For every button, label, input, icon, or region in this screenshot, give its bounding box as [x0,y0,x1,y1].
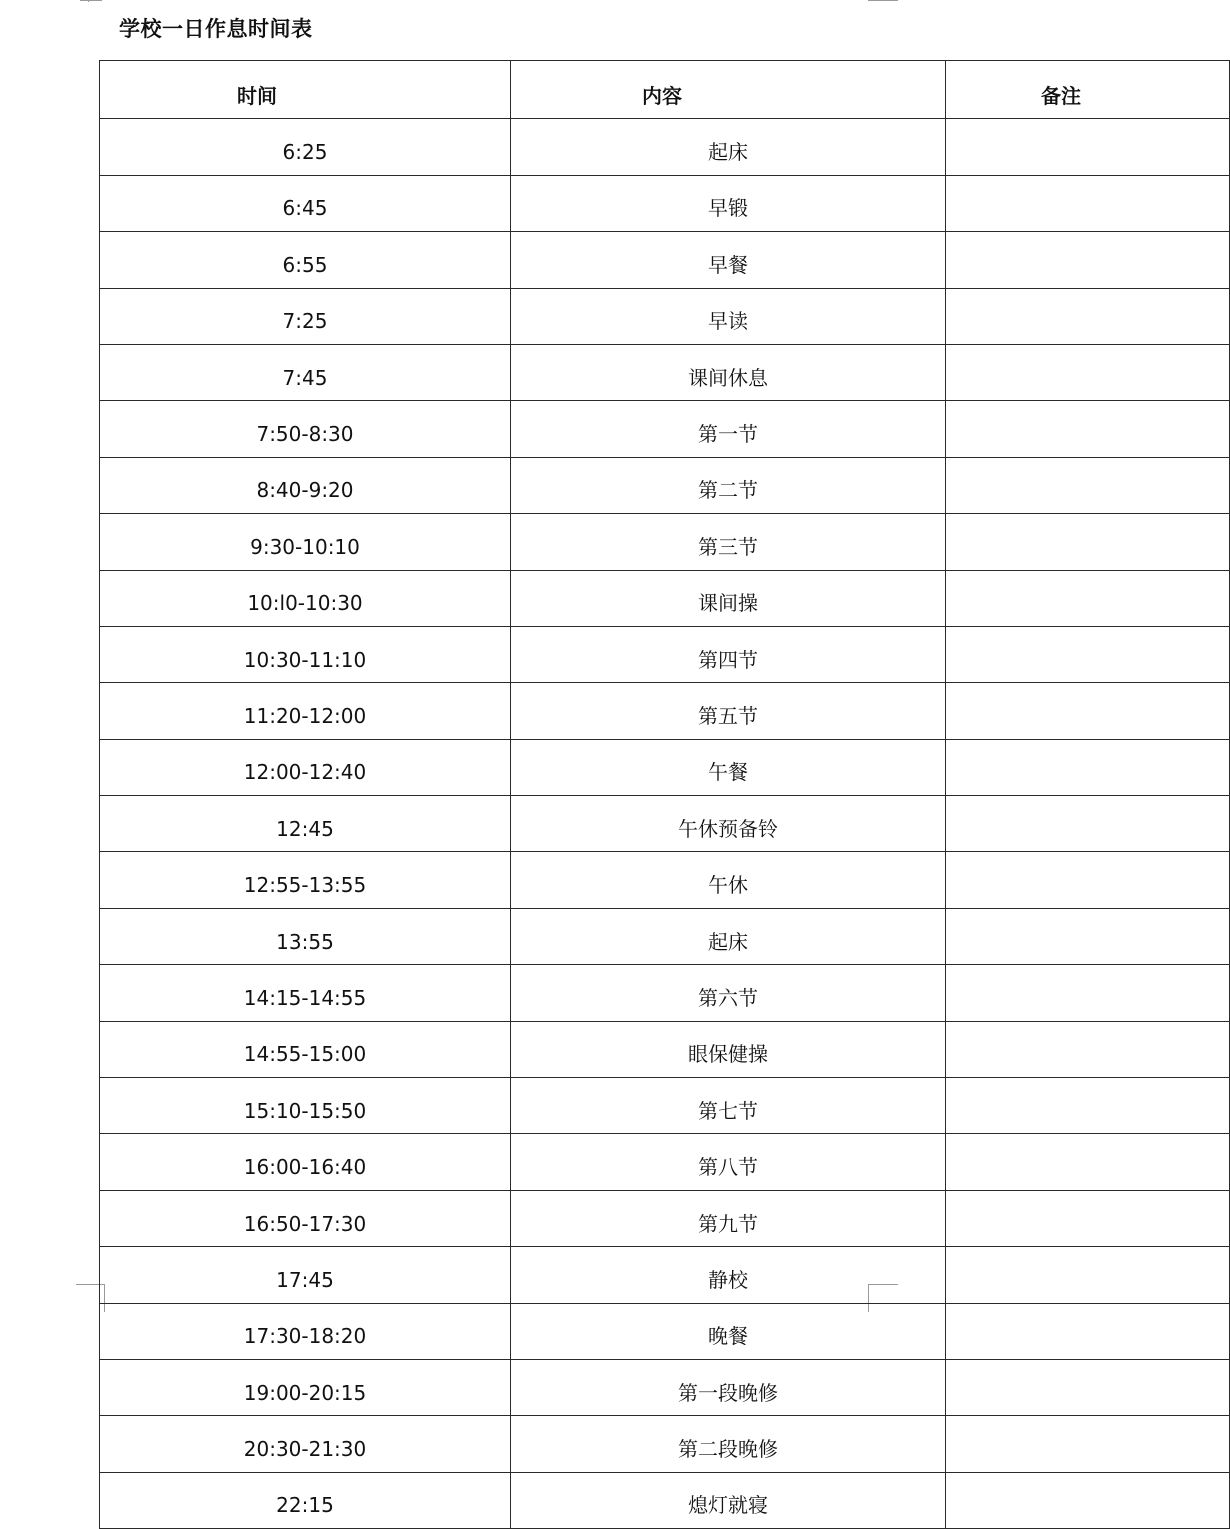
note-cell [946,796,1230,852]
time-cell: 7:50-8:30 [100,401,511,457]
time-cell: 14:55-15:00 [100,1021,511,1077]
content-cell: 早读 [511,288,946,344]
time-cell: 13:55 [100,908,511,964]
time-cell: 10:l0-10:30 [100,570,511,626]
header-note: 备注 [946,61,1230,119]
content-cell: 起床 [511,119,946,175]
content-cell: 静校 [511,1247,946,1303]
table-row [100,1416,1230,1472]
note-cell [946,1190,1230,1246]
page-corner-mark-top-left-h [80,0,102,1]
time-cell: 17:45 [100,1247,511,1303]
note-cell [946,119,1230,175]
table-row [100,739,1230,795]
table-row [100,570,1230,626]
time-cell: 17:30-18:20 [100,1303,511,1359]
table-row [100,175,1230,231]
table-row [100,232,1230,288]
note-cell [946,852,1230,908]
content-cell: 第一节 [511,401,946,457]
content-cell: 第九节 [511,1190,946,1246]
table-row [100,1078,1230,1134]
time-cell: 10:30-11:10 [100,626,511,682]
table-row [100,1190,1230,1246]
schedule-table [99,60,1230,1529]
note-cell [946,1078,1230,1134]
content-cell: 熄灯就寝 [511,1472,946,1528]
table-row [100,1247,1230,1303]
table-row [100,288,1230,344]
time-cell: 7:45 [100,344,511,400]
time-cell: 16:50-17:30 [100,1190,511,1246]
header-time: 时间 [100,61,511,119]
note-cell [946,514,1230,570]
table-row [100,683,1230,739]
table-row [100,852,1230,908]
content-cell: 第五节 [511,683,946,739]
note-cell [946,175,1230,231]
note-cell [946,401,1230,457]
time-cell: 8:40-9:20 [100,457,511,513]
content-cell: 第三节 [511,514,946,570]
time-cell: 19:00-20:15 [100,1359,511,1415]
time-cell: 6:25 [100,119,511,175]
table-row [100,514,1230,570]
time-cell: 7:25 [100,288,511,344]
time-cell: 15:10-15:50 [100,1078,511,1134]
table-row [100,626,1230,682]
table-row [100,1303,1230,1359]
content-cell: 早餐 [511,232,946,288]
time-cell: 9:30-10:10 [100,514,511,570]
table-row [100,1472,1230,1528]
note-cell [946,1303,1230,1359]
content-cell: 课间操 [511,570,946,626]
note-cell [946,1134,1230,1190]
page-corner-mark-top-right-h [868,0,898,1]
note-cell [946,1359,1230,1415]
table-row [100,119,1230,175]
table-row [100,908,1230,964]
table-row [100,457,1230,513]
content-cell: 午休 [511,852,946,908]
content-cell: 起床 [511,908,946,964]
content-cell: 晚餐 [511,1303,946,1359]
note-cell [946,739,1230,795]
content-cell: 第四节 [511,626,946,682]
note-cell [946,965,1230,1021]
content-cell: 第七节 [511,1078,946,1134]
note-cell [946,570,1230,626]
table-row [100,344,1230,400]
time-cell: 14:15-14:55 [100,965,511,1021]
content-cell: 第六节 [511,965,946,1021]
note-cell [946,1021,1230,1077]
header-content: 内容 [511,61,946,119]
schedule-body [100,119,1230,1529]
content-cell: 第二段晚修 [511,1416,946,1472]
note-cell [946,1247,1230,1303]
table-row [100,796,1230,852]
content-cell: 第一段晚修 [511,1359,946,1415]
time-cell: 20:30-21:30 [100,1416,511,1472]
time-cell: 12:55-13:55 [100,852,511,908]
table-row [100,965,1230,1021]
time-cell: 6:55 [100,232,511,288]
note-cell [946,1472,1230,1528]
table-row [100,401,1230,457]
time-cell: 22:15 [100,1472,511,1528]
content-cell: 午休预备铃 [511,796,946,852]
note-cell [946,232,1230,288]
content-cell: 第二节 [511,457,946,513]
table-row [100,1359,1230,1415]
time-cell: 6:45 [100,175,511,231]
table-row [100,1134,1230,1190]
time-cell: 12:00-12:40 [100,739,511,795]
table-row [100,1021,1230,1077]
note-cell [946,457,1230,513]
time-cell: 11:20-12:00 [100,683,511,739]
note-cell [946,626,1230,682]
note-cell [946,344,1230,400]
content-cell: 午餐 [511,739,946,795]
time-cell: 16:00-16:40 [100,1134,511,1190]
content-cell: 课间休息 [511,344,946,400]
document-title: 学校一日作息时间表 [119,17,313,41]
content-cell: 眼保健操 [511,1021,946,1077]
note-cell [946,288,1230,344]
content-cell: 早锻 [511,175,946,231]
note-cell [946,683,1230,739]
note-cell [946,908,1230,964]
table-header-row [100,61,1230,119]
content-cell: 第八节 [511,1134,946,1190]
note-cell [946,1416,1230,1472]
time-cell: 12:45 [100,796,511,852]
